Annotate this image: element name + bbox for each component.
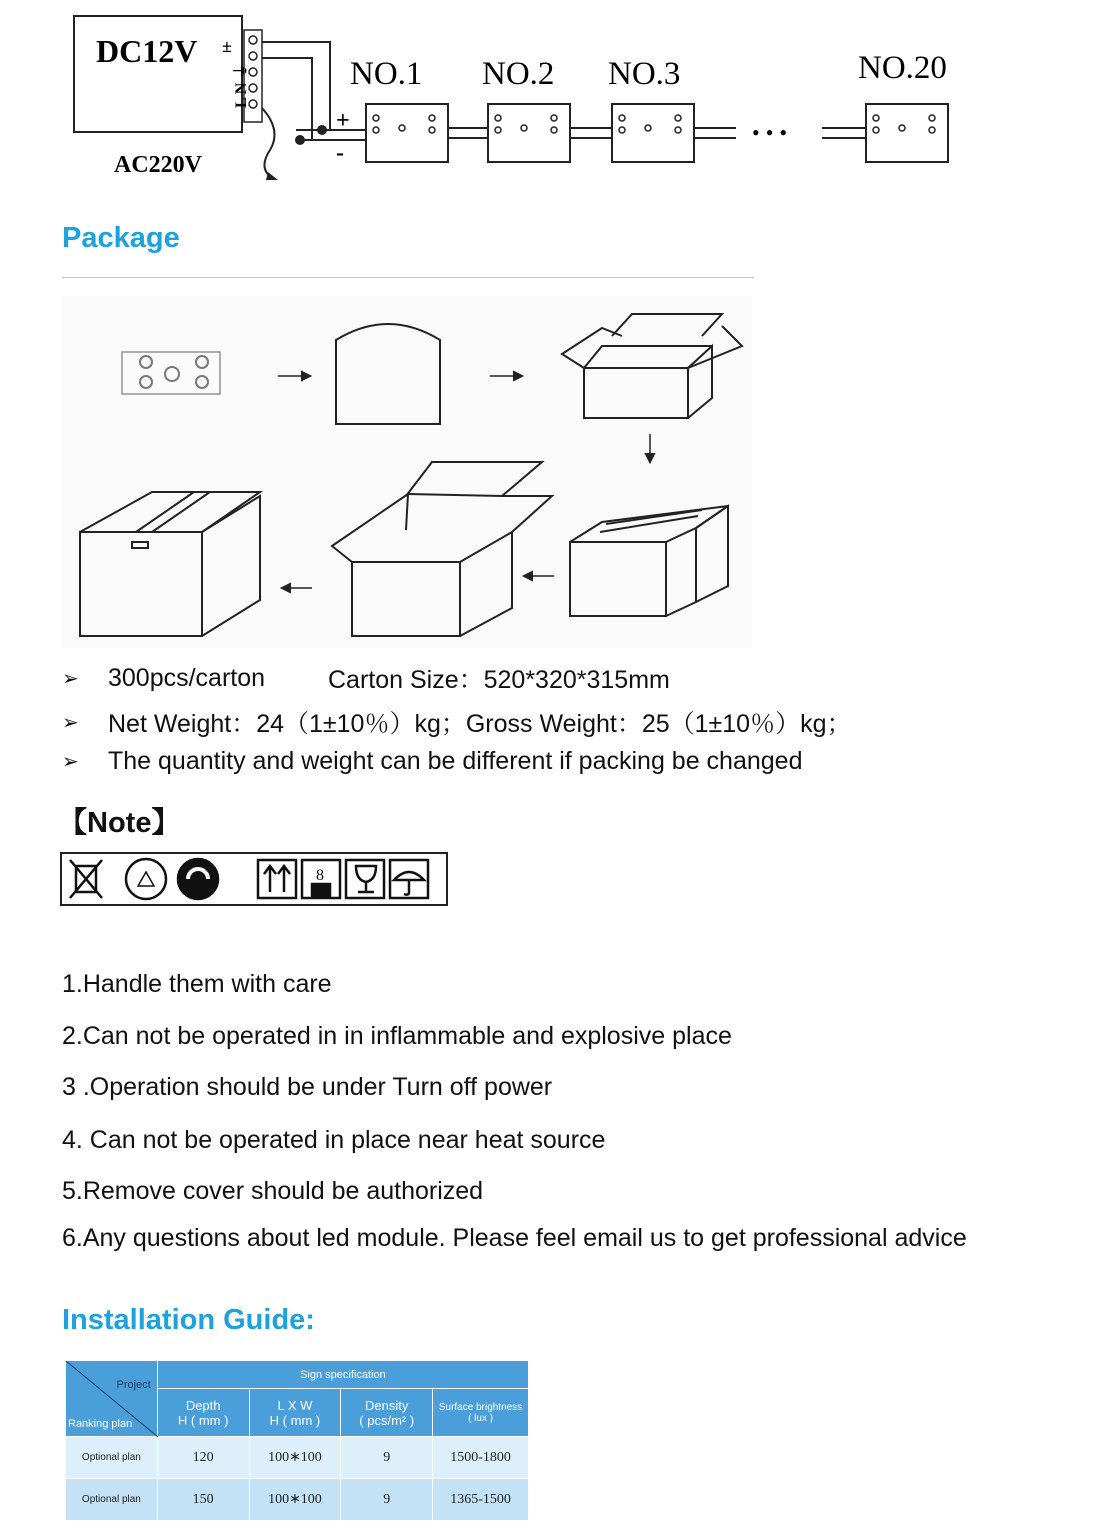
module-label-20: NO.20 (858, 50, 947, 86)
module-1 (366, 104, 448, 162)
corner-bottom-label: Ranking plan (68, 1418, 133, 1430)
dc-label: DC12V (96, 33, 198, 69)
bullet-arrow-icon: ➢ (62, 711, 79, 734)
note-item-1: 1.Handle them with care (62, 970, 332, 998)
spec-table (65, 1360, 529, 1521)
note-item-5: 5.Remove cover should be authorized (62, 1177, 484, 1205)
ellipsis: ••• (752, 120, 794, 145)
packaging-steps-illustration (62, 296, 752, 648)
weee-bin-icon (70, 860, 102, 898)
package-bullet-2: ➢ Net Weight：24（1±10％）kg；Gross Weight：25（1±10％）kg； (62, 710, 852, 738)
ac-label: AC220V (114, 152, 202, 178)
wiring-diagram (0, 0, 1096, 200)
note-item-2: 2.Can not be operated in in inflammable and explosive place (62, 1022, 732, 1050)
corner-top-label: Project (116, 1379, 151, 1391)
bullet-arrow-icon: ➢ (62, 667, 79, 690)
module-3 (612, 104, 694, 162)
green-dot-icon (178, 859, 218, 899)
warning-symbols-strip (60, 852, 450, 906)
note-heading: 【Note】 (58, 807, 181, 839)
note-item-6: 6.Any questions about led module. Please feel email us to get professional advice (62, 1224, 967, 1252)
corner-cell (66, 1361, 158, 1437)
power-cord (262, 108, 275, 178)
package-bullet-3: ➢ The quantity and weight can be different if packing be changed (62, 747, 803, 775)
bullet-arrow-icon: ➢ (62, 751, 79, 773)
module-label-2: NO.2 (482, 56, 555, 92)
table-row: Optional plan 120 100∗100 9 1500-1800 (66, 1437, 529, 1479)
note-item-3: 3 .Operation should be under Turn off power (62, 1073, 553, 1101)
module-2 (488, 104, 570, 162)
package-heading: Package (62, 222, 180, 254)
stacking-limit-number: 8 (316, 867, 324, 884)
col-depth: Depth H ( mm ) (157, 1389, 249, 1437)
group-header: Sign specification (157, 1361, 528, 1389)
divider (62, 277, 754, 278)
plus-sign: + (336, 108, 350, 134)
module-label-1: NO.1 (350, 56, 423, 92)
module-20 (866, 104, 948, 162)
svg-text:L N ⏚: L N ⏚ (233, 62, 250, 108)
svg-text:±: ± (222, 36, 232, 56)
table-row: Optional plan 150 100∗100 9 1365-1500 (66, 1479, 529, 1521)
module-label-3: NO.3 (608, 56, 681, 92)
package-bullet-1: ➢ 300pcs/carton Carton Size：520*320*315mm (62, 663, 670, 694)
col-lxw: L X W H ( mm ) (249, 1389, 341, 1437)
col-brightness: Surface brightness ( lux ) (433, 1389, 529, 1437)
installation-heading: Installation Guide: (62, 1304, 315, 1336)
col-density: Density ( pcs/m² ) (341, 1389, 433, 1437)
note-item-4: 4. Can not be operated in place near heat source (62, 1126, 606, 1154)
minus-sign: - (336, 140, 344, 166)
